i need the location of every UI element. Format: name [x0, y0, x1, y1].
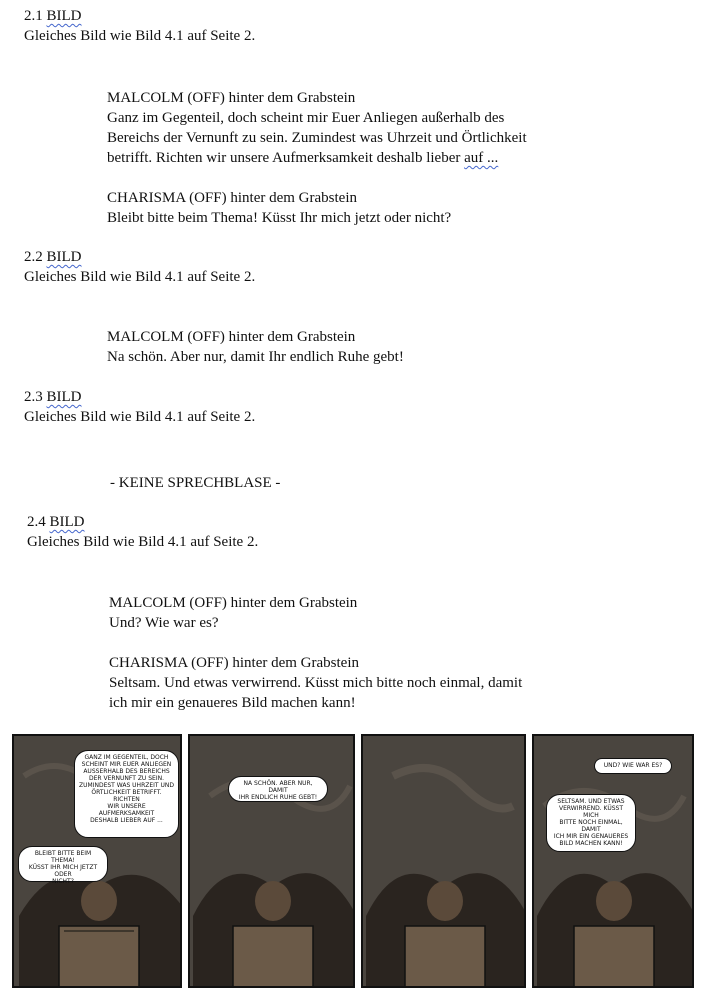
- dialogue-text: betrifft. Richten wir unsere Aufmerksamkeit deshalb lieber: [107, 150, 465, 166]
- spellcheck-word: auf ...: [464, 150, 499, 166]
- comic-panel-3: [361, 734, 526, 988]
- section-heading-2-3: [24, 387, 82, 407]
- speech-balloon: UND? WIE WAR ES?: [594, 758, 672, 774]
- section-description: Gleiches Bild wie Bild 4.1 auf Seite 2.: [27, 534, 259, 550]
- dialogue-line: ich mir ein genaueres Bild machen kann!: [109, 695, 356, 711]
- speech-balloon: NA SCHÖN. ABER NUR, DAMIT IHR ENDLICH RUHE GEBT!: [228, 776, 328, 802]
- heading-bild: BILD: [49, 514, 85, 530]
- dialogue-line: Bleibt bitte beim Thema! Küsst Ihr mich jetzt oder nicht?: [107, 210, 452, 226]
- speaker-line: CHARISMA (OFF) hinter dem Grabstein: [109, 655, 359, 671]
- section-heading-2-1: [24, 6, 82, 26]
- section-description: Gleiches Bild wie Bild 4.1 auf Seite 2.: [24, 269, 256, 285]
- speaker-line: MALCOLM (OFF) hinter dem Grabstein: [107, 90, 356, 106]
- angel-statue-illustration: [190, 736, 355, 988]
- comic-strip: [12, 734, 694, 988]
- speaker-line: CHARISMA (OFF) hinter dem Grabstein: [107, 190, 357, 206]
- dialogue-line: Ganz im Gegenteil, doch scheint mir Euer Anliegen außerhalb des: [107, 110, 505, 126]
- comic-panel-2: [188, 734, 355, 988]
- section-heading-2-2: [24, 247, 82, 267]
- speech-balloon: BLEIBT BITTE BEIM THEMA! KÜSST IHR MICH JETZT ODER NICHT?: [18, 846, 108, 882]
- heading-number: 2.4: [27, 514, 46, 530]
- dialogue-line: Bereichs der Vernunft zu sein. Zumindest was Uhrzeit und Örtlichkeit: [107, 130, 527, 146]
- dialogue-line: [107, 148, 498, 168]
- heading-bild: BILD: [46, 8, 82, 24]
- dialogue-line: Seltsam. Und etwas verwirrend. Küsst mich bitte noch einmal, damit: [109, 675, 523, 691]
- speech-balloon: GANZ IM GEGENTEIL, DOCH SCHEINT MIR EUER ANLIEGEN AUSSERHALB DES BEREICHS DER VERNUNFT ZU SEIN. ZUMINDEST WAS UHRZEIT UND ÖRTLICHKEIT BETRIFFT. RICHTEN WIR UNSERE AUFMERKSAMKEIT DESHALB LIEBER AUF ...: [74, 750, 179, 838]
- section-description: Gleiches Bild wie Bild 4.1 auf Seite 2.: [24, 409, 256, 425]
- dialogue-line: Und? Wie war es?: [109, 615, 219, 631]
- heading-number: 2.3: [24, 389, 43, 405]
- heading-bild: BILD: [46, 389, 82, 405]
- heading-number: 2.2: [24, 249, 43, 265]
- angel-statue-illustration: [363, 736, 526, 988]
- speech-balloon: SELTSAM. UND ETWAS VERWIRREND. KÜSST MICH BITTE NOCH EINMAL, DAMIT ICH MIR EIN GENAUERES BILD MACHEN KANN!: [546, 794, 636, 852]
- dialogue-line: Na schön. Aber nur, damit Ihr endlich Ruhe gebt!: [107, 349, 404, 365]
- comic-panel-1: [12, 734, 182, 988]
- heading-bild: BILD: [46, 249, 82, 265]
- no-balloon-note: - KEINE SPRECHBLASE -: [110, 475, 281, 491]
- speaker-line: MALCOLM (OFF) hinter dem Grabstein: [107, 329, 356, 345]
- comic-panel-4: [532, 734, 694, 988]
- section-heading-2-4: [27, 512, 85, 532]
- section-description: Gleiches Bild wie Bild 4.1 auf Seite 2.: [24, 28, 256, 44]
- heading-number: 2.1: [24, 8, 43, 24]
- speaker-line: MALCOLM (OFF) hinter dem Grabstein: [109, 595, 358, 611]
